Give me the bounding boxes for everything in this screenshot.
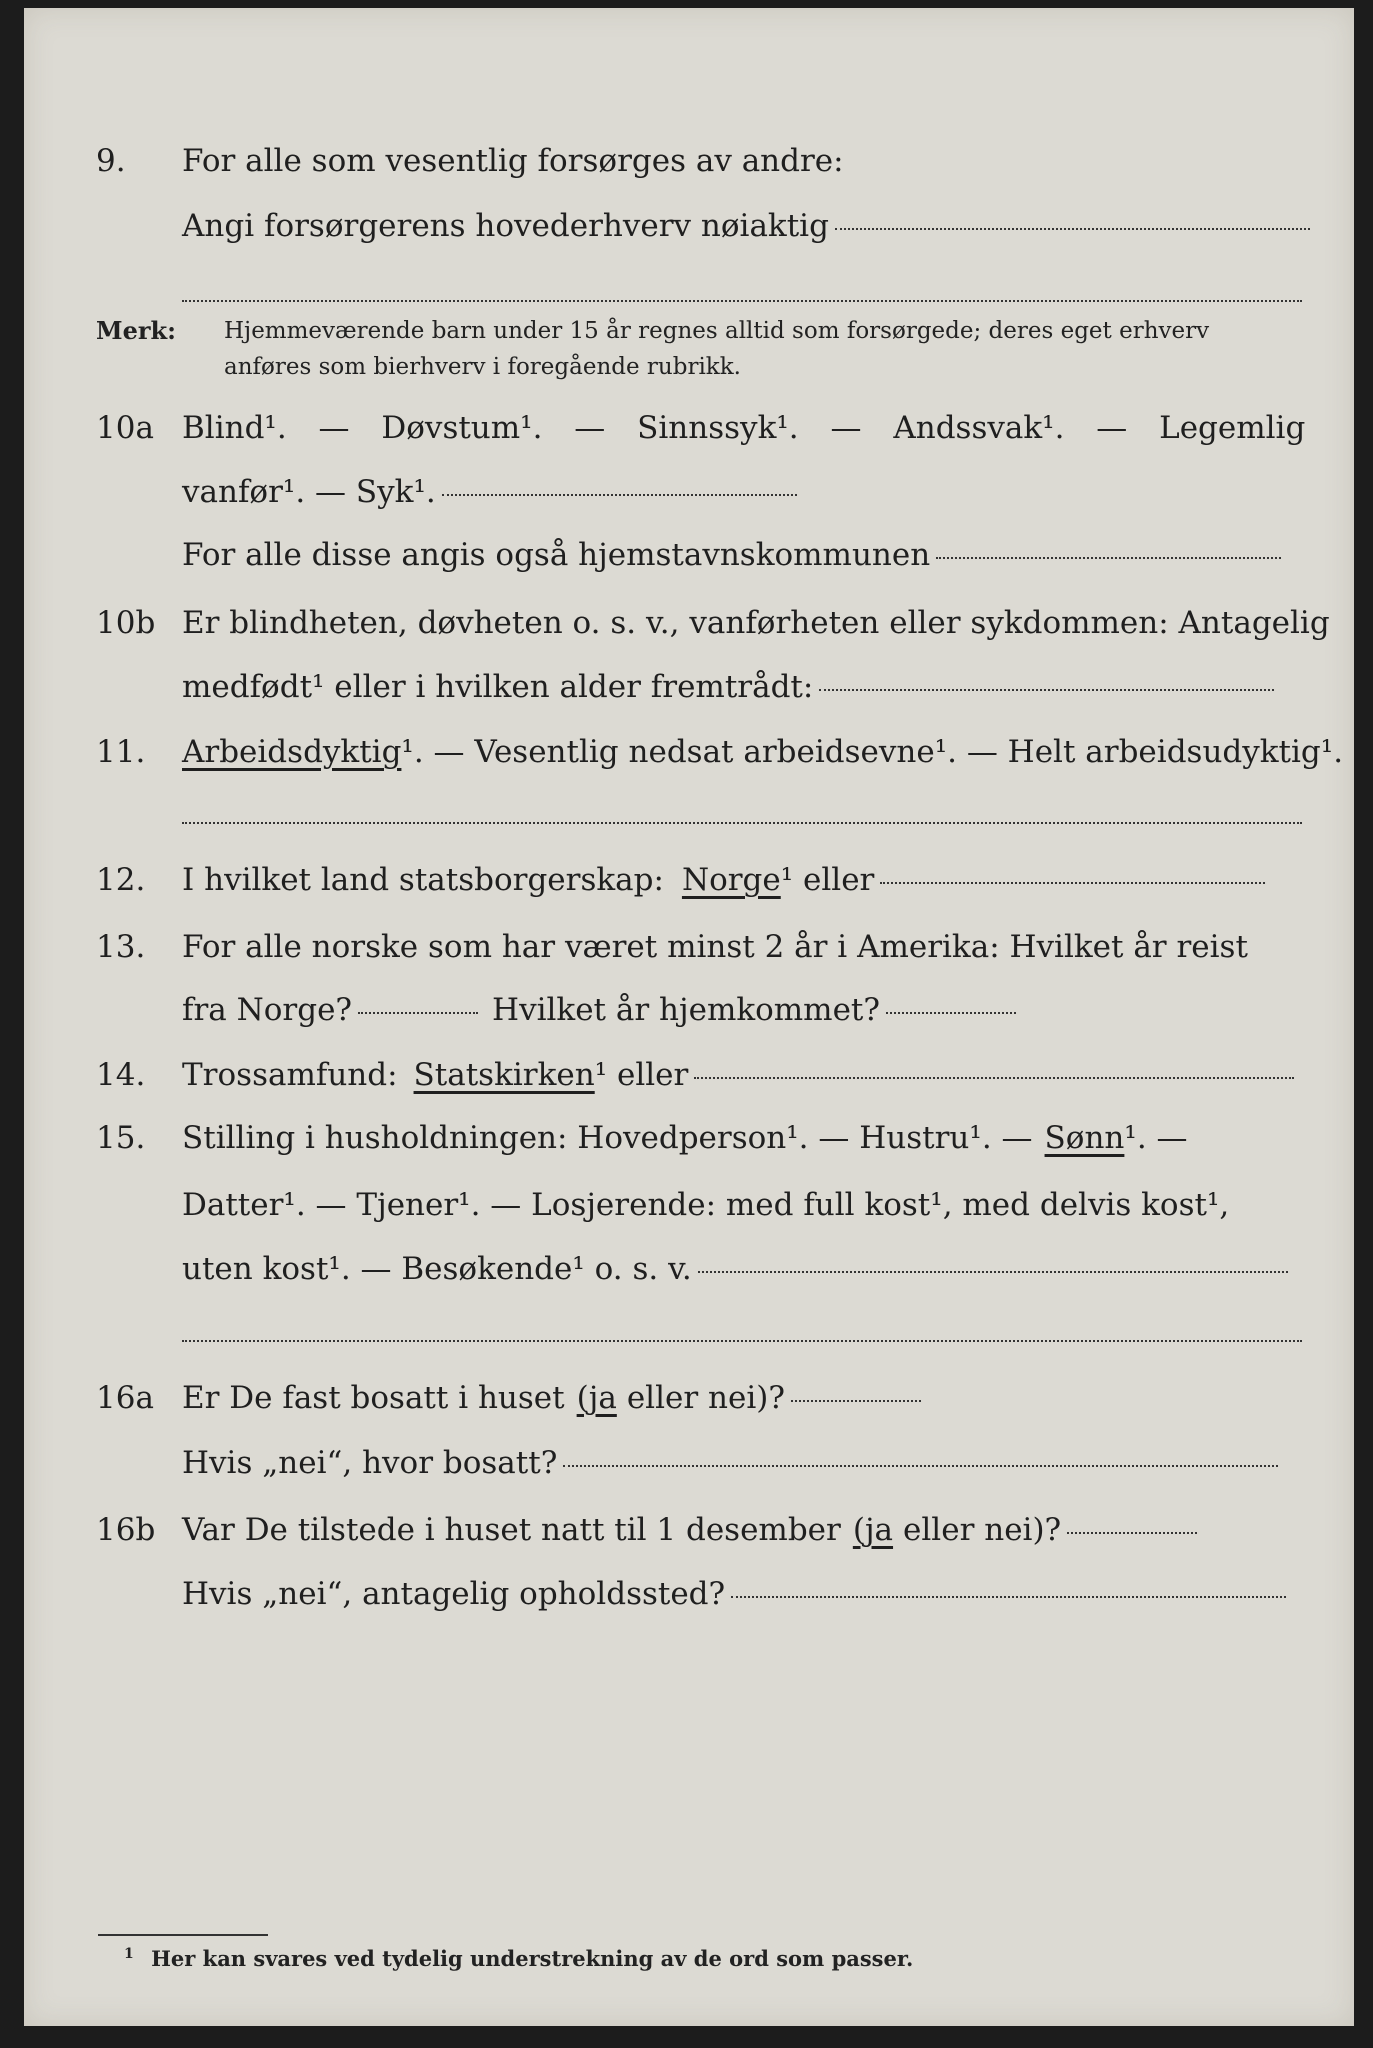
question-text: Hvis „nei“, antagelig opholdssted? — [182, 1576, 726, 1612]
answer-line — [1067, 1531, 1197, 1534]
underlined-option: (ja — [576, 1380, 617, 1416]
underlined-option: Norge — [681, 862, 781, 898]
footnote-divider — [98, 1934, 268, 1936]
answer-line — [731, 1595, 1286, 1598]
answer-line — [886, 1011, 1016, 1014]
answer-line — [358, 1011, 478, 1014]
question-number: 16a — [96, 1380, 154, 1416]
question-text: Var De tilstede i huset natt til 1 desember — [182, 1512, 841, 1548]
question-number: 14. — [96, 1057, 146, 1093]
answer-line — [694, 1076, 1294, 1079]
question-text: Trossamfund: — [182, 1057, 398, 1093]
question-number: 12. — [96, 862, 146, 898]
note-text: anføres som bierhverv i foregående rubrikk. — [224, 354, 741, 380]
question-number: 16b — [96, 1512, 156, 1548]
question-text: Blind¹. — Døvstum¹. — Sinnssyk¹. — Andssvak¹. — Legemlig — [182, 410, 1306, 446]
footnote-mark: 1 — [124, 1946, 134, 1962]
question-text: medfødt¹ eller i hvilken alder fremtrådt: — [182, 669, 814, 705]
note-text: Hjemmeværende barn under 15 år regnes alltid som forsørgede; deres eget erhverv — [224, 318, 1210, 344]
question-text: Datter¹. — Tjener¹. — Losjerende: med full kost¹, med delvis kost¹, — [182, 1187, 1230, 1223]
question-text: eller nei)? — [903, 1512, 1062, 1548]
question-text: For alle som vesentlig forsørges av andre: — [182, 143, 844, 179]
underlined-option: (ja — [852, 1512, 894, 1548]
question-number: 10b — [96, 605, 156, 641]
question-text: I hvilket land statsborgerskap: — [182, 862, 664, 898]
answer-line — [819, 688, 1274, 691]
answer-line — [698, 1270, 1288, 1273]
footnote-text: Her kan svares ved tydelig understrekning av de ord som passer. — [151, 1946, 914, 1971]
question-number: 9. — [96, 143, 126, 179]
answer-line — [791, 1399, 921, 1402]
question-number: 13. — [96, 929, 146, 965]
question-text: Er blindheten, døvheten o. s. v., vanførheten eller sykdommen: Antagelig — [182, 605, 1330, 641]
question-text: uten kost¹. — Besøkende¹ o. s. v. — [182, 1251, 692, 1287]
underlined-option: Statskirken — [413, 1057, 595, 1093]
answer-line — [880, 881, 1265, 884]
question-text: Angi forsørgerens hovederhverv nøiaktig — [182, 208, 829, 244]
underlined-option: Arbeidsdyktig — [182, 734, 402, 770]
question-text: ¹ eller — [594, 1057, 689, 1093]
question-text: Stilling i husholdningen: Hovedperson¹. — Hustru¹. — — [182, 1120, 1033, 1156]
answer-line — [182, 822, 1302, 824]
note-label: Merk: — [96, 316, 176, 345]
question-text: ¹. — Vesentlig nedsat arbeidsevne¹. — Helt arbeidsudyktig¹. — [401, 734, 1344, 770]
question-number: 11. — [96, 734, 146, 770]
question-number: 10a — [96, 410, 154, 446]
answer-line — [182, 1340, 1302, 1342]
question-text: Er De fast bosatt i huset — [182, 1380, 565, 1416]
question-text: Hvilket år hjemkommet? — [492, 992, 881, 1028]
question-text: Hvis „nei“, hvor bosatt? — [182, 1445, 558, 1481]
question-text: ¹. — — [1124, 1120, 1188, 1156]
answer-line — [442, 493, 797, 496]
answer-line — [182, 300, 1302, 302]
question-number: 15. — [96, 1120, 146, 1156]
answer-line — [936, 556, 1281, 559]
question-text: ¹ eller — [780, 862, 875, 898]
question-text: For alle norske som har været minst 2 år i Amerika: Hvilket år reist — [182, 929, 1248, 965]
question-text: For alle disse angis også hjemstavnskommunen — [182, 537, 931, 573]
answer-line — [563, 1464, 1278, 1467]
underlined-option: Sønn — [1044, 1120, 1125, 1156]
footnote — [124, 1946, 913, 1971]
question-text: vanfør¹. — Syk¹. — [182, 474, 436, 510]
question-text: fra Norge? — [182, 992, 353, 1028]
answer-line — [835, 227, 1310, 230]
question-text: eller nei)? — [626, 1380, 785, 1416]
